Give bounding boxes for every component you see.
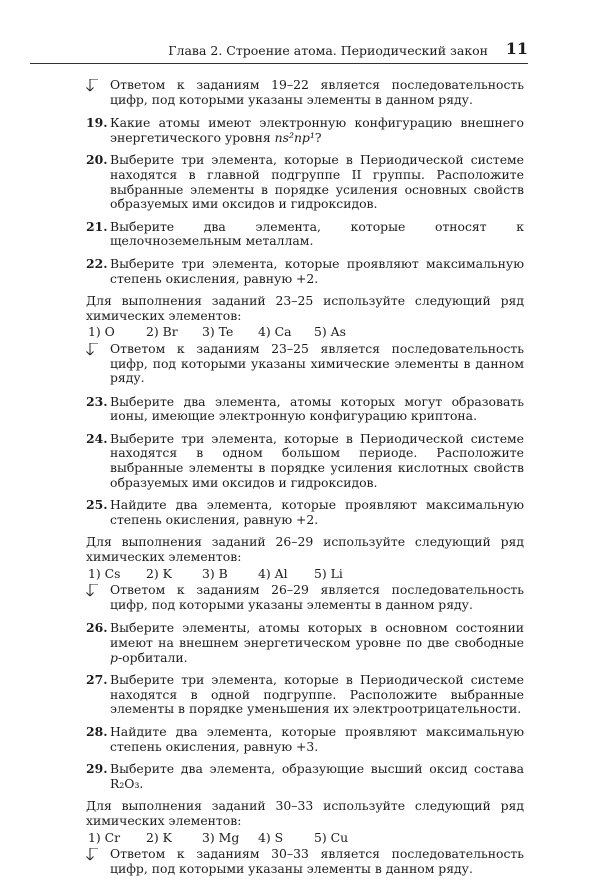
element-option: 3) Mg bbox=[202, 829, 240, 845]
section-intro: Для выполнения заданий 26–29 используйте следующий ряд химических элементов: bbox=[86, 534, 524, 565]
question-19 bbox=[86, 116, 524, 145]
question-text bbox=[110, 621, 524, 665]
element-option: 4) Ca bbox=[258, 324, 292, 340]
question-text-part: ? bbox=[314, 129, 322, 145]
element-row bbox=[86, 567, 524, 582]
element-option: 1) Cs bbox=[88, 565, 121, 581]
element-option: 1) Cr bbox=[88, 829, 121, 845]
answer-note-text: Ответом к заданиям 19–22 является последовательность цифр, под которыми указаны элементы в данном ряду. bbox=[110, 77, 524, 107]
question-22 bbox=[86, 257, 524, 286]
question-number: 28. bbox=[86, 723, 108, 739]
question-number: 29. bbox=[86, 761, 108, 777]
element-option: 5) As bbox=[314, 324, 346, 340]
formula: ns²np¹ bbox=[274, 129, 315, 145]
page-content bbox=[86, 78, 524, 885]
question-number: 20. bbox=[86, 152, 108, 168]
question-text-part: Выберите элементы, атомы которых в основном состоянии имеют на внешнем энергетическом уровне по две свободные bbox=[110, 620, 524, 650]
formula: p bbox=[110, 649, 118, 665]
question-text-part: Какие атомы имеют электронную конфигурацию внешнего энергетического уровня bbox=[110, 115, 524, 145]
section-intro: Для выполнения заданий 23–25 используйте следующий ряд химических элементов: bbox=[86, 293, 524, 323]
answer-note-text: Ответом к заданиям 26–29 является последовательность цифр, под которыми указаны элементы в данном ряду. bbox=[110, 582, 524, 612]
question-text: Выберите два элемента, образующие высший оксид состава R₂O₃. bbox=[110, 761, 524, 791]
answer-arrow-icon bbox=[86, 848, 99, 861]
answer-note bbox=[86, 78, 524, 107]
question-text: Выберите три элемента, которые в Периодической системе находятся в одной подгруппе. Расположите выбранные элементы в порядке уменьшения их электроотрицательности. bbox=[110, 672, 524, 717]
question-text: Выберите три элемента, которые в Периодической системе находятся в одном большом периоде. Расположите выбранные элементы в порядке усиления кислотных свойств образуемых ими оксидов и гидроксидов. bbox=[110, 430, 524, 490]
answer-note-text: Ответом к заданиям 30–33 является последовательность цифр, под которыми указаны элементы в данном ряду. bbox=[110, 846, 524, 876]
answer-note bbox=[86, 583, 524, 612]
question-23 bbox=[86, 395, 524, 424]
page-number: 11 bbox=[505, 39, 528, 58]
element-row bbox=[86, 325, 524, 340]
question-number: 26. bbox=[86, 620, 108, 636]
element-option: 2) K bbox=[146, 829, 172, 845]
element-option: 1) O bbox=[88, 324, 115, 340]
question-text: Выберите два элемента, атомы которых могут образовать ионы, имеющие электронную конфигурацию криптона. bbox=[110, 393, 524, 424]
page-header bbox=[30, 38, 528, 64]
question-20 bbox=[86, 153, 524, 211]
answer-arrow-icon bbox=[86, 79, 99, 92]
element-row bbox=[86, 831, 524, 846]
question-number: 21. bbox=[86, 218, 108, 234]
element-option: 2) Br bbox=[146, 324, 178, 340]
element-option: 5) Cu bbox=[314, 829, 349, 845]
question-number: 23. bbox=[86, 393, 108, 409]
answer-arrow-icon bbox=[86, 343, 99, 356]
question-25 bbox=[86, 498, 524, 527]
element-option: 2) K bbox=[146, 565, 172, 581]
answer-note bbox=[86, 847, 524, 876]
answer-note-text: Ответом к заданиям 23–25 является последовательность цифр, под которыми указаны химические элементы в данном ряду. bbox=[110, 340, 524, 386]
element-option: 3) B bbox=[202, 565, 228, 581]
question-26 bbox=[86, 621, 524, 665]
question-29 bbox=[86, 762, 524, 791]
question-text: Найдите два элемента, которые проявляют максимальную степень окисления, равную +2. bbox=[110, 497, 524, 527]
question-text: Выберите три элемента, которые в Периодической системе находятся в главной подгруппе II группы. Расположите выбранные элементы в порядке усиления основных свойств образуемых ими оксидов и гидроксидов. bbox=[110, 152, 524, 212]
question-21 bbox=[86, 220, 524, 249]
answer-arrow-icon bbox=[86, 584, 99, 597]
question-27 bbox=[86, 673, 524, 717]
header-rule bbox=[30, 63, 528, 64]
question-text: Выберите два элемента, которые относят к щелочноземельным металлам. bbox=[110, 218, 524, 249]
question-text bbox=[110, 116, 524, 145]
question-24 bbox=[86, 432, 524, 490]
question-text: Выберите три элемента, которые проявляют максимальную степень окисления, равную +2. bbox=[110, 255, 524, 286]
question-text-part: -орбитали. bbox=[117, 649, 188, 665]
element-option: 4) Al bbox=[258, 565, 288, 581]
question-number: 22. bbox=[86, 255, 108, 271]
answer-note bbox=[86, 342, 524, 386]
chapter-title: Глава 2. Строение атома. Периодический закон bbox=[168, 43, 488, 58]
element-option: 3) Te bbox=[202, 324, 234, 340]
question-number: 27. bbox=[86, 672, 108, 688]
question-number: 25. bbox=[86, 497, 108, 513]
section-intro: Для выполнения заданий 30–33 используйте следующий ряд химических элементов: bbox=[86, 798, 524, 828]
question-number: 19. bbox=[86, 115, 108, 131]
question-number: 24. bbox=[86, 430, 108, 446]
question-text: Найдите два элемента, которые проявляют максимальную степень окисления, равную +3. bbox=[110, 723, 524, 754]
element-option: 4) S bbox=[258, 829, 284, 845]
element-option: 5) Li bbox=[314, 565, 343, 581]
